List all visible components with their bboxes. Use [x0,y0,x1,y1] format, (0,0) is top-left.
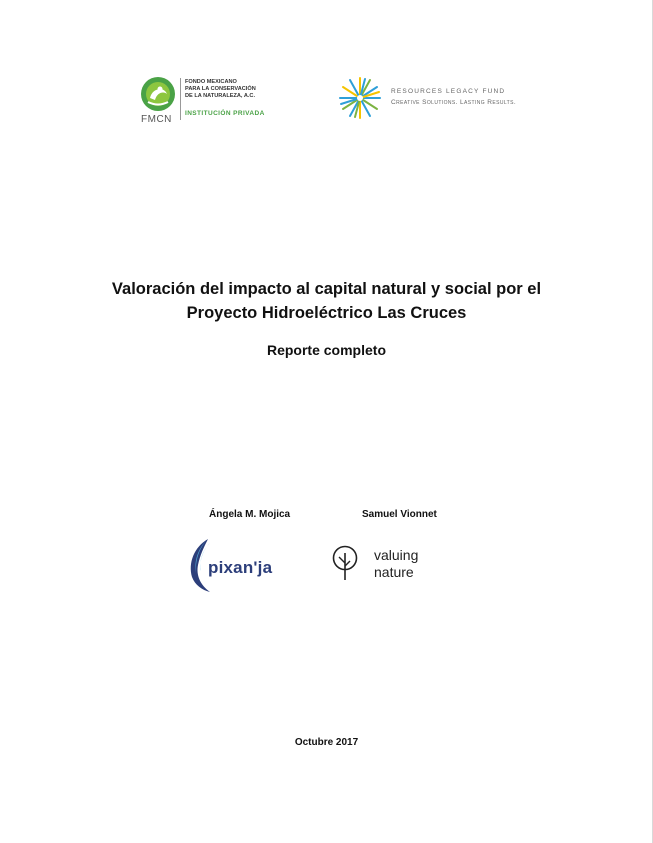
pixanja-logo [186,537,286,593]
fmcn-divider [180,78,181,120]
document-title-line-2: Proyecto Hidroeléctrico Las Cruces [186,304,467,322]
author-name: Samuel Vionnet [362,509,437,520]
document-subtitle: Reporte completo [266,342,386,358]
rlf-tagline: Creative Solutions. Lasting Results. [391,99,517,106]
fmcn-name: FONDO MEXICANO PARA LA CONSERVACIÓN DE LA NATURALEZA, A.C. [185,79,256,99]
pixanja-wordmark: pixan'ja [208,558,273,577]
fmcn-tagline: INSTITUCIÓN PRIVADA [185,110,265,117]
fmcn-acronym: FMCN [141,114,172,125]
author-name: Ángela M. Mojica [209,509,291,520]
valuing-nature-logo [330,545,440,585]
tree-icon [330,545,360,581]
document-title-line-1: Valoración del impacto al capital natural y social por el [111,280,542,298]
document-date: Octubre 2017 [294,737,359,748]
rlf-name: RESOURCES LEGACY FUND [391,88,506,95]
rlf-starburst-icon [338,76,382,120]
fmcn-logo [140,76,270,126]
rlf-logo [338,76,538,120]
valuing-nature-wordmark: valuing nature [374,547,419,580]
fmcn-emblem-icon [140,76,176,112]
